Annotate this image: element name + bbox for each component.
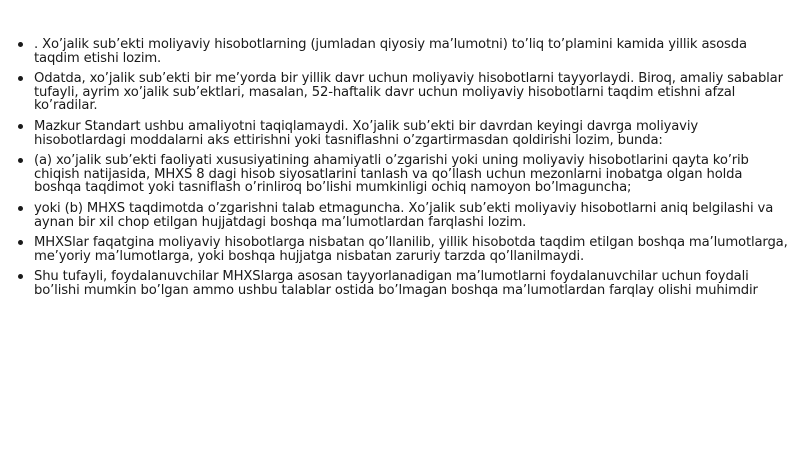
- list-item: [18, 270, 788, 297]
- list-item: [18, 72, 788, 113]
- list-item: [18, 154, 788, 195]
- bullet-dot-icon: [18, 206, 23, 211]
- bullet-dot-icon: [18, 42, 23, 47]
- bullet-dot-icon: [18, 274, 23, 279]
- bullet-text: yoki (b) MHXS taqdimotda o’zgarishni talab etmaguncha. Xo’jalik sub’ekti moliyaviy hisobotlarni aniq belgilashi va aynan bir xil chop etilgan hujjatdagi boshqa ma’lumotlardan farqlashi lozim.: [34, 200, 774, 230]
- bullet-dot-icon: [18, 76, 23, 81]
- bullet-text: (a) xo’jalik sub’ekti faoliyati xususiyatining ahamiyatli o’zgarishi yoki uning moliyaviy hisobotlarini qayta ko’rib chiqish natijasida, MHXS 8 dagi hisob siyosatlarini tanlash va qo’llash uchun mezonlarni inobatga olgan holda boshqa taqdimot yoki tasniflash o’rinliroq bo’lishi mumkinligi ochiq namoyon bo’lmaguncha;: [34, 153, 749, 196]
- bullet-text: Shu tufayli, foydalanuvchilar MHXSlarga asosan tayyorlanadigan ma’lumotlarni foydalanuvchilar uchun foydali bo’lishi mumkin bo’lgan ammo ushbu talablar ostida bo’lmagan boshqa ma’lumotlardan farqlay olishi muhimdir: [34, 269, 758, 298]
- bullet-dot-icon: [18, 124, 23, 129]
- list-item: [18, 236, 788, 263]
- list-item: [18, 202, 788, 229]
- bullet-list: [18, 38, 788, 305]
- bullet-dot-icon: [18, 240, 23, 245]
- bullet-text: MHXSlar faqatgina moliyaviy hisobotlarga nisbatan qo’llanilib, yillik hisobotda taqdim etilgan boshqa ma’lumotlarga, me’yoriy ma’lumotlarga, yoki boshqa hujjatga nisbatan zaruriy tarzda qo’llanilmaydi.: [34, 235, 788, 264]
- list-item: [18, 38, 788, 65]
- bullet-text: Mazkur Standart ushbu amaliyotni taqiqlamaydi. Xo’jalik sub’ekti bir davrdan keyingi davrga moliyaviy hisobotlardagi moddalarni aks ettirishni yoki tasniflashni o’zgartirmasdan qoldirishi lozim, bunda:: [34, 118, 698, 148]
- list-item: [18, 120, 788, 147]
- bullet-text: Odatda, xo’jalik sub’ekti bir me’yorda bir yillik davr uchun moliyaviy hisobotlarni tayyorlaydi. Biroq, amaliy sabablar tufayli, ayrim xo’jalik sub’ektlari, masalan, 52-haftalik davr uchun moliyaviy hisobotlarni taqdim etishni afzal ko’radilar.: [34, 71, 783, 114]
- bullet-dot-icon: [18, 158, 23, 163]
- bullet-text: . Xo’jalik sub’ekti moliyaviy hisobotlarning (jumladan qiyosiy ma’lumotni) to’liq to’plamini kamida yillik asosda taqdim etishi lozim.: [34, 37, 747, 66]
